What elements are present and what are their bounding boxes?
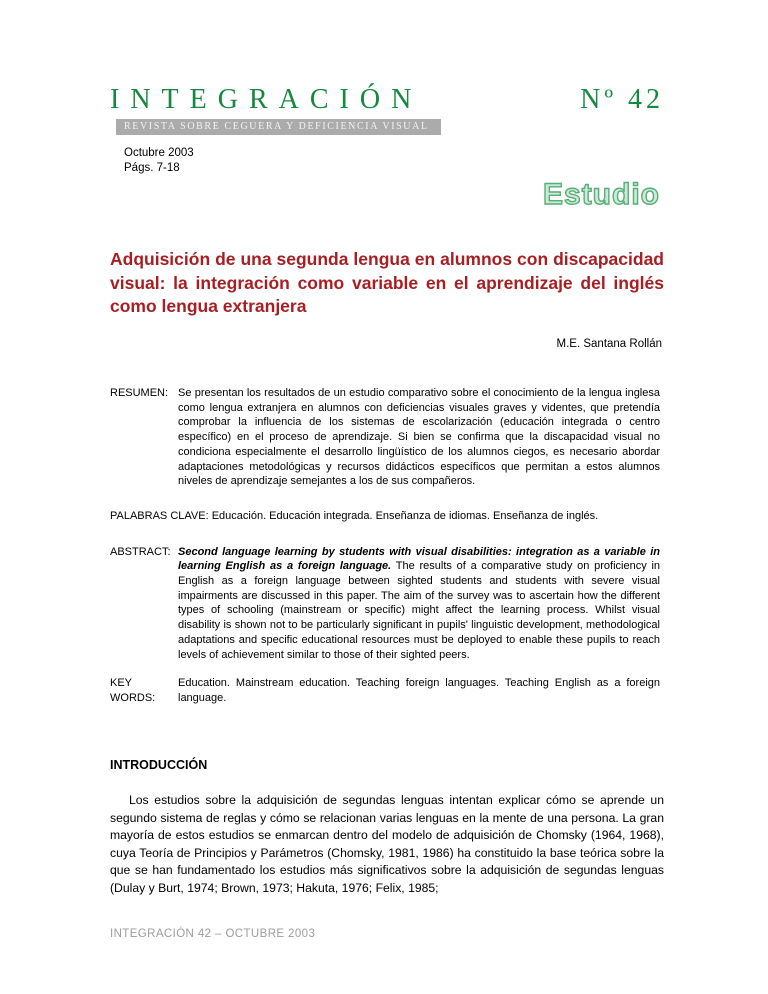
issue-meta (124, 146, 194, 176)
abstract-label: ABSTRACT: (110, 545, 171, 558)
introduction-heading: INTRODUCCIÓN (110, 758, 208, 772)
abstract-lead: Second language learning by students with visual disabilities: integration as a variable in learning English as a foreign language. (178, 545, 660, 573)
palabras-clave-label: PALABRAS CLAVE: (110, 509, 209, 522)
resumen-label: RESUMEN: (110, 387, 169, 399)
page-footer: INTEGRACIÓN 42 – OCTUBRE 2003 (110, 928, 316, 940)
journal-masthead (110, 84, 664, 135)
issue-date: Octubre 2003 (124, 147, 194, 159)
abstract-block (110, 545, 660, 663)
issue-number: Nº 42 (580, 84, 664, 115)
masthead-row (110, 84, 664, 116)
abstract-text (178, 545, 660, 663)
article-title: Adquisición de una segunda lengua en alumnos con discapacidad visual: la integración como variable en el aprendizaje del inglés como lengua extranjera (110, 249, 664, 316)
keywords-label: KEY WORDS: (110, 677, 156, 704)
palabras-clave-line (110, 509, 660, 524)
resumen-text: Se presentan los resultados de un estudio comparativo sobre el conocimiento de la lengua inglesa como lengua extranjera en alumnos con deficiencias visuales graves y videntes, que pretendía comprobar la influencia de los sistemas de escolarización (educación integrada o centro específico) en el proceso de aprendizaje. Si bien se confirma que la discapacidad visual no condiciona especialmente el desarrollo lingüístico de los alumnos ciegos, es necesario abordar adaptaciones metodológicas y recursos didácticos específicos que permitan a estos alumnos niveles de aprendizaje semejantes a los de sus compañeros. (178, 387, 660, 488)
section-badge: Estudio (543, 178, 660, 211)
palabras-clave-text: Educación. Educación integrada. Enseñanza de idiomas. Enseñanza de inglés. (211, 509, 599, 522)
keywords-text: Education. Mainstream education. Teaching foreign languages. Teaching English as a foreign language. (178, 677, 660, 704)
journal-title: INTEGRACIÓN (110, 84, 423, 115)
keywords-block (110, 676, 660, 705)
article-author: M.E. Santana Rollán (556, 338, 662, 350)
journal-subtitle: REVISTA SOBRE CEGUERA Y DEFICIENCIA VISUAL (116, 119, 441, 135)
abstract-body: The results of a comparative study on proficiency in English as a foreign language between sighted students and students with severe visual impairments are discussed in this paper. The aim of the survey was to ascertain how the different types of schooling (mainstream or specific) might affect the learning process. Whilst visual disability is shown not to be particularly significant in pupils' linguistic development, methodological adaptations and specific educational resources must be deployed to enable these pupils to reach levels of achievement similar to those of their sighted peers. (178, 560, 661, 661)
introduction-paragraph: Los estudios sobre la adquisición de segundas lenguas intentan explicar cómo se aprende un segundo sistema de reglas y cómo se relacionan varias lenguas en la mente de una persona. La gran mayoría de estos estudios se enmarcan dentro del modelo de adquisición de Chomsky (1964, 1968), cuya Teoría de Principios y Parámetros (Chomsky, 1981, 1986) ha constituido la base teórica sobre la que se han fundamentado los estudios más significativos sobre la adquisición de segundas lenguas (Dulay y Burt, 1974; Brown, 1973; Hakuta, 1976; Felix, 1985; (110, 793, 664, 895)
front-matter (110, 386, 660, 706)
issue-pages: Págs. 7-18 (124, 162, 180, 174)
resumen-block (110, 386, 660, 489)
